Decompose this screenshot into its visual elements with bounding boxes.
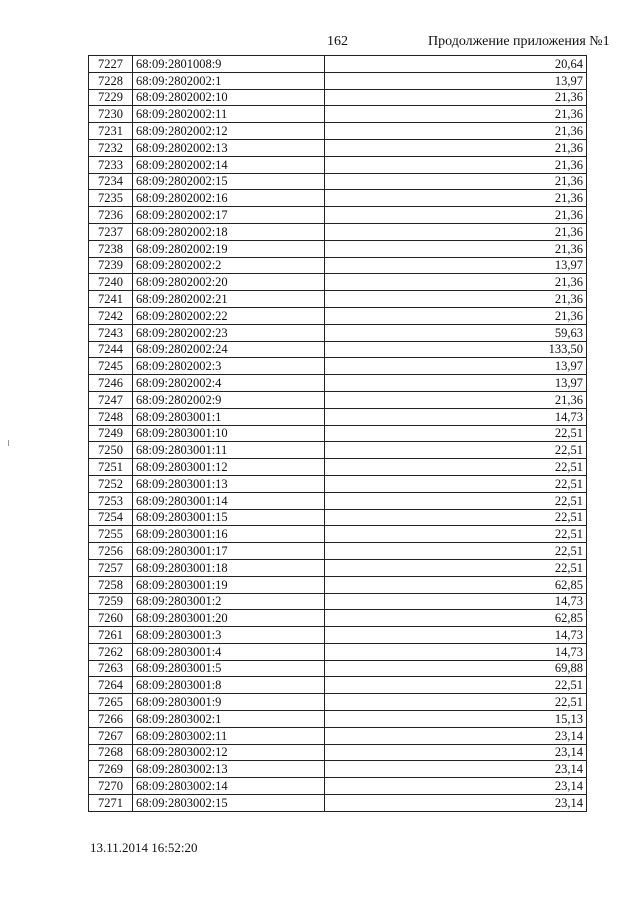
value-cell: 21,36 xyxy=(325,156,587,173)
cadastral-number-cell: 68:09:2803001:12 xyxy=(133,459,325,476)
table-row xyxy=(89,576,587,593)
cadastral-number-cell: 68:09:2802002:14 xyxy=(133,156,325,173)
cadastral-number-cell: 68:09:2803001:2 xyxy=(133,593,325,610)
table-body xyxy=(89,56,587,812)
cadastral-number-cell: 68:09:2801008:9 xyxy=(133,56,325,73)
value-cell: 22,51 xyxy=(325,559,587,576)
row-number-cell: 7229 xyxy=(89,89,133,106)
table-row xyxy=(89,627,587,644)
table-row xyxy=(89,509,587,526)
page-number: 162 xyxy=(327,34,348,49)
value-cell: 23,14 xyxy=(325,795,587,812)
cadastral-number-cell: 68:09:2802002:21 xyxy=(133,291,325,308)
value-cell: 22,51 xyxy=(325,442,587,459)
table-row xyxy=(89,274,587,291)
value-cell: 21,36 xyxy=(325,190,587,207)
row-number-cell: 7245 xyxy=(89,358,133,375)
row-number-cell: 7266 xyxy=(89,711,133,728)
cadastral-number-cell: 68:09:2803002:15 xyxy=(133,795,325,812)
table-row xyxy=(89,559,587,576)
row-number-cell: 7238 xyxy=(89,240,133,257)
cadastral-number-cell: 68:09:2803001:13 xyxy=(133,475,325,492)
table-row xyxy=(89,291,587,308)
row-number-cell: 7240 xyxy=(89,274,133,291)
cadastral-number-cell: 68:09:2802002:16 xyxy=(133,190,325,207)
cadastral-number-cell: 68:09:2803001:17 xyxy=(133,543,325,560)
row-number-cell: 7257 xyxy=(89,559,133,576)
table-row xyxy=(89,442,587,459)
row-number-cell: 7253 xyxy=(89,492,133,509)
table-row xyxy=(89,391,587,408)
table-row xyxy=(89,257,587,274)
table-row xyxy=(89,123,587,140)
value-cell: 23,14 xyxy=(325,744,587,761)
table-row xyxy=(89,459,587,476)
table-row xyxy=(89,358,587,375)
row-number-cell: 7258 xyxy=(89,576,133,593)
cadastral-number-cell: 68:09:2803001:14 xyxy=(133,492,325,509)
table-row xyxy=(89,223,587,240)
table-row xyxy=(89,475,587,492)
row-number-cell: 7228 xyxy=(89,72,133,89)
value-cell: 22,51 xyxy=(325,509,587,526)
table-row xyxy=(89,660,587,677)
row-number-cell: 7254 xyxy=(89,509,133,526)
cadastral-number-cell: 68:09:2803001:9 xyxy=(133,694,325,711)
cadastral-table xyxy=(88,55,587,812)
cadastral-number-cell: 68:09:2803002:1 xyxy=(133,711,325,728)
table-row xyxy=(89,106,587,123)
cadastral-number-cell: 68:09:2803001:3 xyxy=(133,627,325,644)
cadastral-number-cell: 68:09:2802002:10 xyxy=(133,89,325,106)
row-number-cell: 7242 xyxy=(89,307,133,324)
value-cell: 20,64 xyxy=(325,56,587,73)
cadastral-number-cell: 68:09:2803001:11 xyxy=(133,442,325,459)
row-number-cell: 7230 xyxy=(89,106,133,123)
row-number-cell: 7261 xyxy=(89,627,133,644)
table-row xyxy=(89,324,587,341)
value-cell: 13,97 xyxy=(325,375,587,392)
row-number-cell: 7234 xyxy=(89,173,133,190)
cadastral-number-cell: 68:09:2803002:12 xyxy=(133,744,325,761)
row-number-cell: 7267 xyxy=(89,727,133,744)
row-number-cell: 7271 xyxy=(89,795,133,812)
cadastral-number-cell: 68:09:2803001:19 xyxy=(133,576,325,593)
row-number-cell: 7247 xyxy=(89,391,133,408)
cadastral-number-cell: 68:09:2803001:20 xyxy=(133,610,325,627)
row-number-cell: 7256 xyxy=(89,543,133,560)
table-row xyxy=(89,761,587,778)
value-cell: 23,14 xyxy=(325,778,587,795)
value-cell: 22,51 xyxy=(325,677,587,694)
row-number-cell: 7244 xyxy=(89,341,133,358)
table-row xyxy=(89,677,587,694)
value-cell: 23,14 xyxy=(325,761,587,778)
cadastral-number-cell: 68:09:2802002:2 xyxy=(133,257,325,274)
table-row xyxy=(89,139,587,156)
row-number-cell: 7232 xyxy=(89,139,133,156)
value-cell: 21,36 xyxy=(325,173,587,190)
value-cell: 22,51 xyxy=(325,526,587,543)
value-cell: 22,51 xyxy=(325,459,587,476)
table-row xyxy=(89,610,587,627)
value-cell: 21,36 xyxy=(325,307,587,324)
value-cell: 21,36 xyxy=(325,274,587,291)
value-cell: 22,51 xyxy=(325,543,587,560)
value-cell: 21,36 xyxy=(325,106,587,123)
cadastral-number-cell: 68:09:2802002:20 xyxy=(133,274,325,291)
cadastral-number-cell: 68:09:2802002:23 xyxy=(133,324,325,341)
row-number-cell: 7251 xyxy=(89,459,133,476)
value-cell: 59,63 xyxy=(325,324,587,341)
value-cell: 21,36 xyxy=(325,240,587,257)
cadastral-number-cell: 68:09:2803001:15 xyxy=(133,509,325,526)
table-row xyxy=(89,643,587,660)
cadastral-number-cell: 68:09:2803001:4 xyxy=(133,643,325,660)
cadastral-number-cell: 68:09:2802002:18 xyxy=(133,223,325,240)
row-number-cell: 7252 xyxy=(89,475,133,492)
row-number-cell: 7260 xyxy=(89,610,133,627)
value-cell: 21,36 xyxy=(325,207,587,224)
cadastral-number-cell: 68:09:2802002:22 xyxy=(133,307,325,324)
value-cell: 14,73 xyxy=(325,643,587,660)
row-number-cell: 7255 xyxy=(89,526,133,543)
row-number-cell: 7264 xyxy=(89,677,133,694)
table-row xyxy=(89,492,587,509)
row-number-cell: 7235 xyxy=(89,190,133,207)
cadastral-number-cell: 68:09:2803001:18 xyxy=(133,559,325,576)
row-number-cell: 7250 xyxy=(89,442,133,459)
table-row xyxy=(89,307,587,324)
value-cell: 62,85 xyxy=(325,576,587,593)
table-row xyxy=(89,190,587,207)
row-number-cell: 7239 xyxy=(89,257,133,274)
margin-mark xyxy=(8,440,9,446)
value-cell: 21,36 xyxy=(325,391,587,408)
cadastral-number-cell: 68:09:2803002:13 xyxy=(133,761,325,778)
row-number-cell: 7265 xyxy=(89,694,133,711)
table-row xyxy=(89,727,587,744)
cadastral-number-cell: 68:09:2803001:1 xyxy=(133,408,325,425)
row-number-cell: 7243 xyxy=(89,324,133,341)
row-number-cell: 7269 xyxy=(89,761,133,778)
table-row xyxy=(89,744,587,761)
table-row xyxy=(89,425,587,442)
row-number-cell: 7263 xyxy=(89,660,133,677)
row-number-cell: 7270 xyxy=(89,778,133,795)
table-row xyxy=(89,207,587,224)
value-cell: 13,97 xyxy=(325,358,587,375)
table-row xyxy=(89,408,587,425)
cadastral-number-cell: 68:09:2802002:24 xyxy=(133,341,325,358)
table-row xyxy=(89,711,587,728)
row-number-cell: 7268 xyxy=(89,744,133,761)
cadastral-number-cell: 68:09:2803001:5 xyxy=(133,660,325,677)
table-row xyxy=(89,543,587,560)
value-cell: 15,13 xyxy=(325,711,587,728)
table-row xyxy=(89,778,587,795)
row-number-cell: 7248 xyxy=(89,408,133,425)
table-row xyxy=(89,795,587,812)
table-row xyxy=(89,526,587,543)
value-cell: 133,50 xyxy=(325,341,587,358)
row-number-cell: 7233 xyxy=(89,156,133,173)
value-cell: 22,51 xyxy=(325,425,587,442)
value-cell: 69,88 xyxy=(325,660,587,677)
appendix-title: Продолжение приложения №1 xyxy=(428,34,610,49)
value-cell: 21,36 xyxy=(325,139,587,156)
table-row xyxy=(89,173,587,190)
row-number-cell: 7262 xyxy=(89,643,133,660)
value-cell: 13,97 xyxy=(325,257,587,274)
value-cell: 22,51 xyxy=(325,492,587,509)
row-number-cell: 7237 xyxy=(89,223,133,240)
cadastral-number-cell: 68:09:2802002:19 xyxy=(133,240,325,257)
cadastral-number-cell: 68:09:2803002:14 xyxy=(133,778,325,795)
value-cell: 21,36 xyxy=(325,123,587,140)
cadastral-number-cell: 68:09:2802002:13 xyxy=(133,139,325,156)
table-row xyxy=(89,375,587,392)
cadastral-number-cell: 68:09:2802002:4 xyxy=(133,375,325,392)
table-row xyxy=(89,56,587,73)
value-cell: 22,51 xyxy=(325,694,587,711)
value-cell: 22,51 xyxy=(325,475,587,492)
row-number-cell: 7249 xyxy=(89,425,133,442)
table-row xyxy=(89,156,587,173)
value-cell: 21,36 xyxy=(325,89,587,106)
row-number-cell: 7246 xyxy=(89,375,133,392)
table-row xyxy=(89,240,587,257)
footer-datetime: 13.11.2014 16:52:20 xyxy=(90,840,198,855)
value-cell: 21,36 xyxy=(325,291,587,308)
cadastral-number-cell: 68:09:2802002:15 xyxy=(133,173,325,190)
value-cell: 23,14 xyxy=(325,727,587,744)
cadastral-number-cell: 68:09:2802002:17 xyxy=(133,207,325,224)
row-number-cell: 7231 xyxy=(89,123,133,140)
cadastral-number-cell: 68:09:2803001:10 xyxy=(133,425,325,442)
table-row xyxy=(89,694,587,711)
cadastral-number-cell: 68:09:2802002:11 xyxy=(133,106,325,123)
table-row xyxy=(89,593,587,610)
value-cell: 13,97 xyxy=(325,72,587,89)
cadastral-number-cell: 68:09:2802002:3 xyxy=(133,358,325,375)
cadastral-number-cell: 68:09:2802002:1 xyxy=(133,72,325,89)
value-cell: 14,73 xyxy=(325,627,587,644)
value-cell: 21,36 xyxy=(325,223,587,240)
table-row xyxy=(89,72,587,89)
cadastral-number-cell: 68:09:2803001:8 xyxy=(133,677,325,694)
table-row xyxy=(89,341,587,358)
cadastral-number-cell: 68:09:2803001:16 xyxy=(133,526,325,543)
value-cell: 14,73 xyxy=(325,593,587,610)
row-number-cell: 7236 xyxy=(89,207,133,224)
cadastral-number-cell: 68:09:2802002:9 xyxy=(133,391,325,408)
table-row xyxy=(89,89,587,106)
value-cell: 62,85 xyxy=(325,610,587,627)
row-number-cell: 7227 xyxy=(89,56,133,73)
row-number-cell: 7259 xyxy=(89,593,133,610)
cadastral-number-cell: 68:09:2802002:12 xyxy=(133,123,325,140)
value-cell: 14,73 xyxy=(325,408,587,425)
cadastral-number-cell: 68:09:2803002:11 xyxy=(133,727,325,744)
row-number-cell: 7241 xyxy=(89,291,133,308)
